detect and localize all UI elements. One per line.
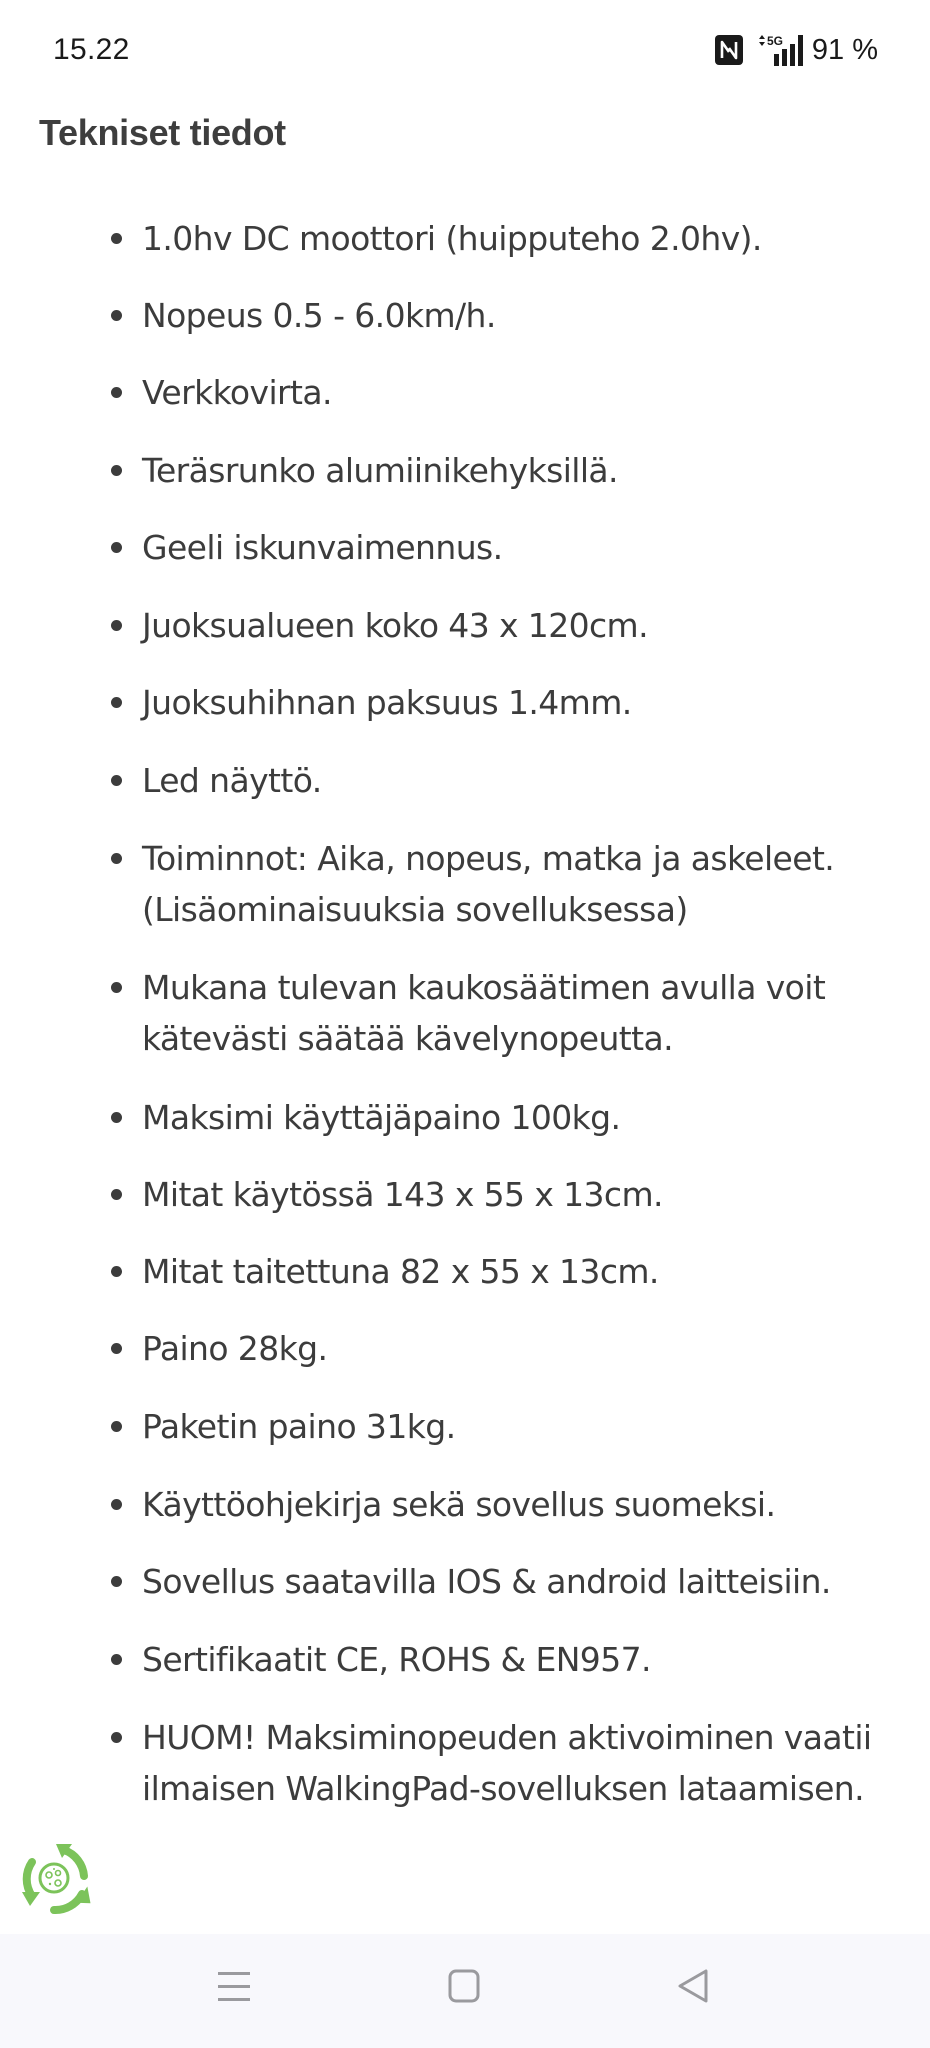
bullet-icon: [111, 465, 122, 476]
spec-item: Verkkovirta.: [142, 367, 882, 418]
section-title: Tekniset tiedot: [39, 112, 286, 153]
battery-percentage: 91 %: [811, 33, 878, 66]
spec-item: Sovellus saatavilla IOS & android laitteisiin.: [142, 1556, 882, 1607]
spec-item: Toiminnot: Aika, nopeus, matka ja askeleet. (Lisäominaisuuksia sovelluksessa): [142, 833, 882, 935]
bullet-icon: [111, 1654, 122, 1665]
bullet-icon: [111, 233, 122, 244]
spec-item: Mitat taitettuna 82 x 55 x 13cm.: [142, 1246, 882, 1297]
status-icons: [714, 32, 878, 68]
bullet-icon: [111, 853, 122, 864]
navigation-bar: [0, 1934, 930, 2048]
bullet-icon: [111, 1499, 122, 1510]
spec-item: Juoksualueen koko 43 x 120cm.: [142, 600, 882, 651]
recycle-eco-icon: [14, 1838, 94, 1918]
recents-button[interactable]: [204, 1956, 264, 2016]
status-bar: [0, 0, 930, 100]
home-button[interactable]: [434, 1956, 494, 2016]
spec-item: 1.0hv DC moottori (huipputeho 2.0hv).: [142, 213, 882, 264]
bullet-icon: [111, 1112, 122, 1123]
menu-lines-icon: [216, 1969, 252, 2003]
bullet-icon: [111, 1343, 122, 1354]
bullet-icon: [111, 1266, 122, 1277]
bullet-icon: [111, 775, 122, 786]
bullet-icon: [111, 1732, 122, 1743]
svg-text:5G: 5G: [766, 34, 783, 48]
bullet-icon: [111, 387, 122, 398]
spec-item: Sertifikaatit CE, ROHS & EN957.: [142, 1634, 882, 1685]
back-button[interactable]: [664, 1956, 724, 2016]
spec-item: Mukana tulevan kaukosäätimen avulla voit kätevästi säätää kävelynopeutta.: [142, 962, 882, 1064]
spec-item: Teräsrunko alumiinikehyksillä.: [142, 445, 882, 496]
bullet-icon: [111, 1189, 122, 1200]
bullet-icon: [111, 1421, 122, 1432]
spec-item: Nopeus 0.5 - 6.0km/h.: [142, 290, 882, 341]
spec-item: Geeli iskunvaimennus.: [142, 522, 882, 573]
spec-item: HUOM! Maksiminopeuden aktivoiminen vaatii ilmaisen WalkingPad-sovelluksen lataamisen.: [142, 1712, 882, 1814]
bullet-icon: [111, 1576, 122, 1587]
bullet-icon: [111, 982, 122, 993]
home-square-icon: [446, 1968, 482, 2004]
bullet-icon: [111, 310, 122, 321]
bullet-icon: [111, 542, 122, 553]
spec-item: Led näyttö.: [142, 755, 882, 806]
spec-item: Käyttöohjekirja sekä sovellus suomeksi.: [142, 1479, 882, 1530]
signal-icon: [756, 33, 800, 67]
status-time: 15.22: [53, 33, 130, 66]
back-triangle-icon: [676, 1968, 712, 2004]
spec-item: Paketin paino 31kg.: [142, 1401, 882, 1452]
spec-item: Paino 28kg.: [142, 1323, 882, 1374]
floating-eco-button[interactable]: [14, 1838, 94, 1918]
nfc-icon: [714, 34, 744, 66]
spec-item: Maksimi käyttäjäpaino 100kg.: [142, 1092, 882, 1143]
spec-item: Mitat käytössä 143 x 55 x 13cm.: [142, 1169, 882, 1220]
bullet-icon: [111, 697, 122, 708]
spec-item: Juoksuhihnan paksuus 1.4mm.: [142, 677, 882, 728]
bullet-icon: [111, 620, 122, 631]
